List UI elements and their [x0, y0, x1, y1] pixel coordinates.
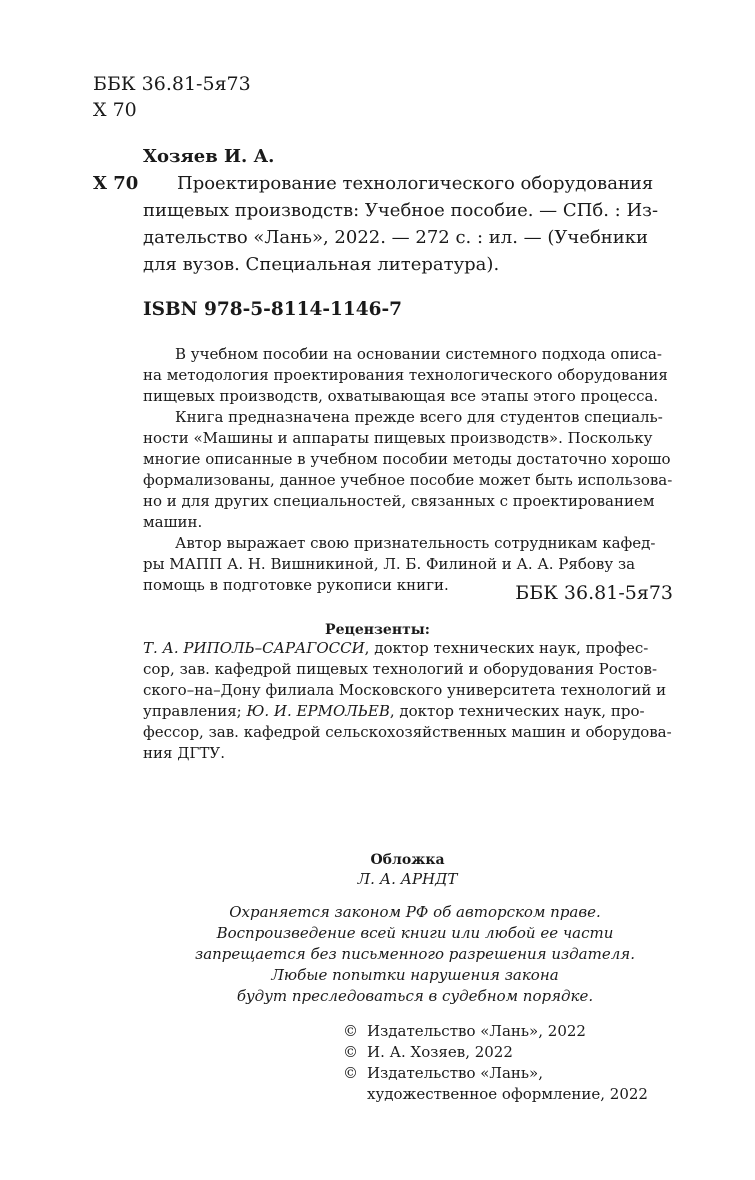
copyright-notice: [150, 902, 680, 1007]
notice-line: Любые попытки нарушения закона: [271, 966, 559, 984]
reviewers-title: Рецензенты:: [325, 622, 430, 638]
annotation-line: помощь в подготовке рукописи книги.: [143, 576, 449, 594]
copyright-block: [343, 1021, 648, 1105]
isbn: ISBN 978-5-8114-1146-7: [143, 299, 403, 320]
annotation-line: формализованы, данное учебное пособие может быть использова-: [143, 471, 673, 489]
reviewers-text: [143, 638, 673, 764]
notice-line: Охраняется законом РФ об авторском праве.: [229, 903, 601, 921]
annotation-line: пищевых производств, охватывающая все этапы этого процесса.: [143, 387, 659, 405]
notice-line: запрещается без письменного разрешения издателя.: [195, 945, 635, 963]
annotation-line: многие описанные в учебном пособии методы достаточно хорошо: [143, 450, 671, 468]
reviewer-text: , доктор технических наук, про-: [389, 702, 645, 720]
annotation-line: ры МАПП А. Н. Вишникиной, Л. Б. Филиной и А. А. Рябову за: [143, 555, 636, 573]
reviewer-text: ского–на–Дону филиала Московского университета технологий и: [143, 681, 667, 699]
annotation-line: В учебном пособии на основании системного подхода описа-: [175, 345, 662, 363]
biblio-line: Проектирование технологического оборудования: [177, 173, 654, 194]
cover-title: Обложка: [370, 852, 445, 868]
annotation-line: машин.: [143, 513, 203, 531]
bibliographic-description: [143, 170, 673, 278]
cover-artist: Л. А. АРНДТ: [357, 870, 458, 888]
reviewer-name: Ю. И. ЕРМОЛЬЕВ: [246, 702, 390, 720]
copyright-icon: ©: [343, 1022, 358, 1040]
biblio-line: дательство «Лань», 2022. — 272 с. : ил. — (Учебники: [143, 227, 649, 248]
annotation-line: Книга предназначена прежде всего для студентов специаль-: [175, 408, 663, 426]
reviewer-name: Т. А. РИПОЛЬ–САРАГОССИ: [143, 639, 365, 657]
copyright-line: Издательство «Лань», 2022: [367, 1022, 586, 1040]
author-mark-code: Х 70: [93, 99, 137, 121]
annotation-line: Автор выражает свою признательность сотрудникам кафед-: [175, 534, 656, 552]
bbk-code-top: ББК 36.81-5я73: [93, 73, 251, 95]
reviewer-text: фессор, зав. кафедрой сельскохозяйственных машин и оборудова-: [143, 723, 672, 741]
copyright-line: Издательство «Лань»,: [367, 1064, 544, 1082]
copyright-icon: ©: [343, 1043, 358, 1061]
annotation-line: ности «Машины и аппараты пищевых производств». Поскольку: [143, 429, 653, 447]
bbk-code-annotation: ББК 36.81-5я73: [515, 582, 673, 604]
reviewer-text: управления;: [143, 702, 247, 720]
biblio-line: пищевых производств: Учебное пособие. — СПб. : Из-: [143, 200, 659, 221]
copyright-line: художественное оформление, 2022: [367, 1085, 648, 1103]
reviewer-text: , доктор технических наук, профес-: [364, 639, 649, 657]
copyright-icon: ©: [343, 1064, 358, 1082]
author-mark-biblio: Х 70: [93, 173, 139, 194]
notice-line: будут преследоваться в судебном порядке.: [236, 987, 594, 1005]
biblio-line: для вузов. Специальная литература).: [143, 254, 500, 275]
annotation-line: на методология проектирования технологического оборудования: [143, 366, 668, 384]
reviewer-text: ния ДГТУ.: [143, 744, 225, 762]
annotation-line: но и для других специальностей, связанных с проектированием: [143, 492, 655, 510]
author-name: Хозяев И. А.: [143, 146, 275, 167]
reviewer-text: сор, зав. кафедрой пищевых технологий и оборудования Ростов-: [143, 660, 658, 678]
annotation: [143, 344, 673, 596]
copyright-line: И. А. Хозяев, 2022: [367, 1043, 513, 1061]
notice-line: Воспроизведение всей книги или любой ее части: [216, 924, 614, 942]
